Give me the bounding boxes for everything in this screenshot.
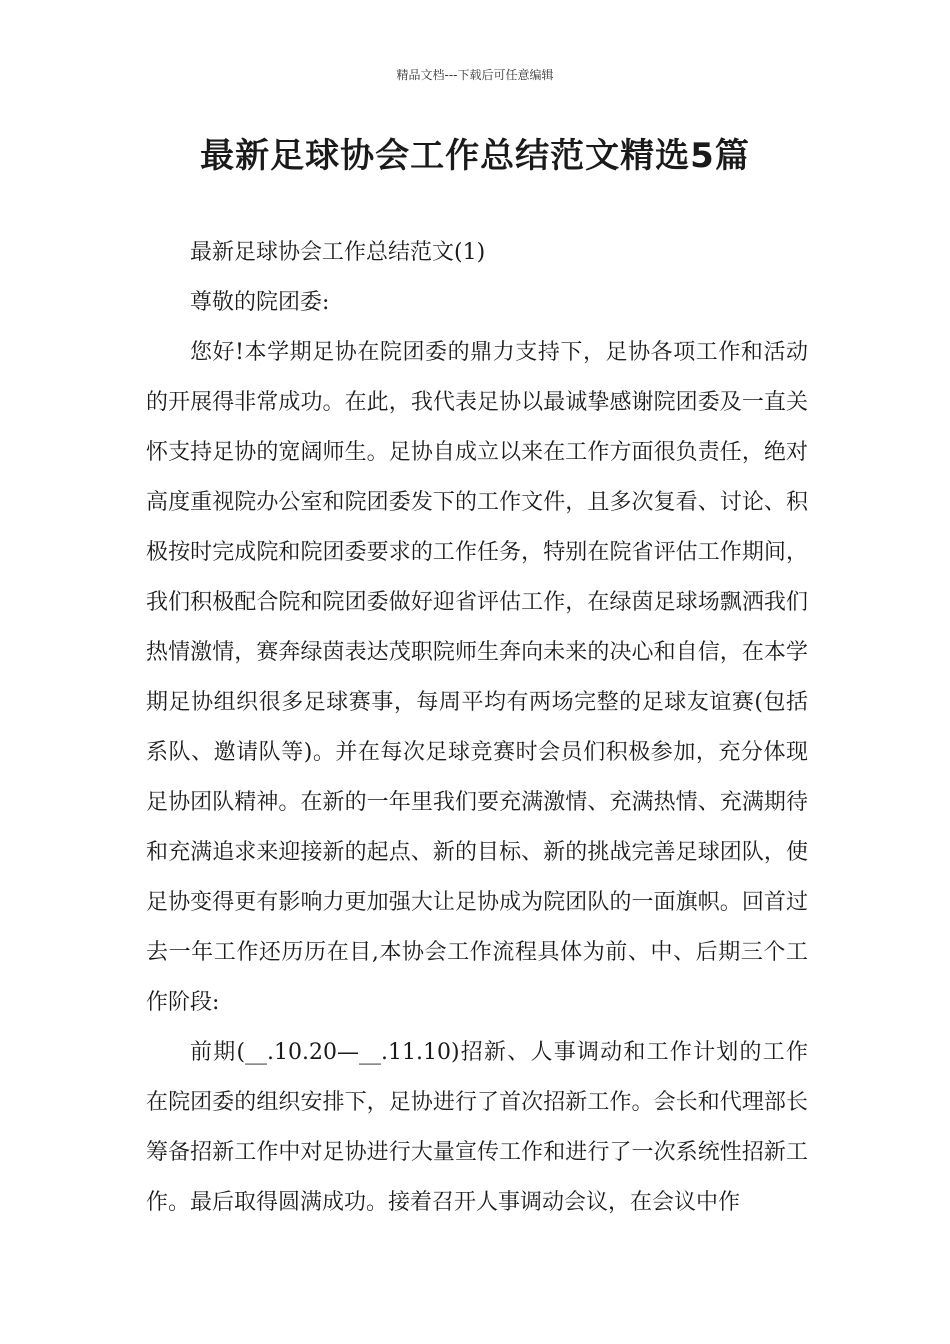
- paragraph-1: 您好!本学期足协在院团委的鼎力支持下，足协各项工作和活动的开展得非常成功。在此，我代表足协以最诚挚感谢院团委及一直关怀支持足协的宽阔师生。足协自成立以来在工作方面很负责任，绝对高度重视院办公室和院团委发下的工作文件，且多次复看、讨论、积极按时完成院和院团委要求的工作任务，特别在院省评估工作期间，我们积极配合院和院团委做好迎省评估工作，在绿茵足球场飘洒我们热情激情，赛奔绿茵表达茂职院师生奔向未来的决心和自信，在本学期足协组织很多足球赛事，每周平均有两场完整的足球友谊赛(包括系队、邀请队等)。并在每次足球竞赛时会员们积极参加，充分体现足协团队精神。在新的一年里我们要充满激情、充满热情、充满期待和充满追求来迎接新的起点、新的目标、新的挑战完善足球团队，使足协变得更有影响力更加强大让足协成为院团队的一面旗帜。回首过去一年工作还历历在目,本协会工作流程具体为前、中、后期三个工作阶段:: [146, 340, 808, 1015]
- document-body: [146, 228, 808, 1228]
- section-heading: 最新足球协会工作总结范文(1): [190, 240, 486, 265]
- header-note: 精品文档---下载后可任意编辑: [396, 68, 554, 82]
- salutation: 尊敬的院团委:: [190, 290, 330, 315]
- paragraph-2: 前期(__.10.20—__.11.10)招新、人事调动和工作计划的工作在院团委的组织安排下，足协进行了首次招新工作。会长和代理部长筹备招新工作中对足协进行大量宣传工作和进行了一次系统性招新工作。最后取得圆满成功。接着召开人事调动会议，在会议中作: [146, 1040, 808, 1215]
- document-title: 最新足球协会工作总结范文精选5篇: [200, 136, 750, 176]
